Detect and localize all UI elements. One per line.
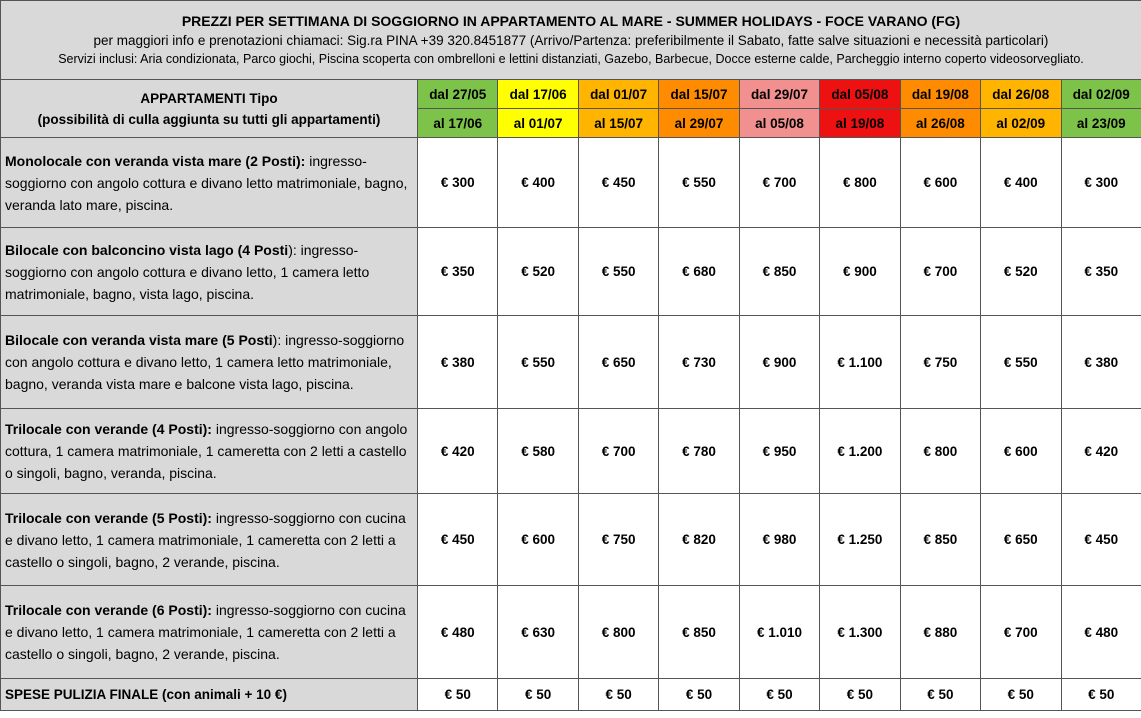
period-from-row — [1, 80, 1141, 109]
price-cell: € 350 — [418, 228, 498, 316]
apartment-row — [1, 494, 1141, 586]
banner-row — [1, 1, 1141, 80]
price-cell: € 550 — [659, 138, 739, 228]
price-cell: € 520 — [981, 228, 1061, 316]
period-end-cell: al 15/07 — [578, 109, 658, 138]
period-start-cell: dal 15/07 — [659, 80, 739, 109]
period-end-cell: al 19/08 — [820, 109, 900, 138]
price-cell: € 680 — [659, 228, 739, 316]
services-line: Servizi inclusi: Aria condizionata, Parco giochi, Piscina scoperta con ombrelloni e lettini distanziati, Gazebo, Barbecue, Docce esterne calde, Parcheggio interno coperto videosorvegliato. — [58, 52, 1084, 66]
apartment-row — [1, 316, 1141, 409]
apartment-row — [1, 228, 1141, 316]
period-start-cell: dal 27/05 — [418, 80, 498, 109]
cleaning-fee-label: SPESE PULIZIA FINALE (con animali + 10 €) — [1, 679, 418, 711]
period-start-cell: dal 19/08 — [900, 80, 980, 109]
price-cell: € 750 — [900, 316, 980, 409]
price-cell: € 750 — [578, 494, 658, 586]
price-cell: € 650 — [981, 494, 1061, 586]
price-cell: € 1.250 — [820, 494, 900, 586]
period-end-cell: al 29/07 — [659, 109, 739, 138]
price-cell: € 600 — [981, 409, 1061, 494]
apartment-name: Bilocale con balconcino vista lago (4 Posti — [5, 241, 289, 258]
apartment-name: Bilocale con veranda vista mare (5 Posti — [5, 332, 273, 348]
apartment-row — [1, 586, 1141, 679]
price-cell: € 420 — [418, 409, 498, 494]
banner-cell — [1, 1, 1141, 80]
price-cell: € 850 — [900, 494, 980, 586]
apartment-name: Trilocale con verande (6 Posti): — [5, 602, 212, 618]
price-cell: € 450 — [418, 494, 498, 586]
apartment-details: ingresso-soggiorno con angolo cottura e divano letto matrimoniale, bagno, veranda lato mare, piscina. — [5, 152, 408, 213]
price-cell: € 400 — [981, 138, 1061, 228]
apartment-name: Trilocale con verande (4 Posti): — [5, 421, 212, 437]
cleaning-fee-cell: € 50 — [1061, 679, 1141, 711]
price-cell: € 700 — [578, 409, 658, 494]
apartment-description-cell — [1, 409, 418, 494]
apartment-details: ingresso-soggiorno con cucina e divano letto, 1 camera matrimoniale, 1 cameretta con 2 letti a castello o singoli, bagno, 2 verande, piscina. — [5, 602, 406, 662]
price-cell: € 380 — [418, 316, 498, 409]
apartment-details: ingresso-soggiorno con cucina e divano letto, 1 camera matrimoniale, 1 cameretta con 2 letti a castello o singoli, bagno, 2 verande, piscina. — [5, 509, 406, 570]
price-cell: € 550 — [578, 228, 658, 316]
price-cell: € 1.300 — [820, 586, 900, 679]
apartment-description-cell — [1, 138, 418, 228]
price-cell: € 980 — [739, 494, 819, 586]
price-cell: € 880 — [900, 586, 980, 679]
apartment-name: Trilocale con verande (5 Posti): — [5, 509, 212, 526]
sheet-title: PREZZI PER SETTIMANA DI SOGGIORNO IN APPARTAMENTO AL MARE - SUMMER HOLIDAYS - FOCE VARANO (FG) — [181, 13, 961, 29]
price-cell: € 700 — [900, 228, 980, 316]
cleaning-fee-cell: € 50 — [739, 679, 819, 711]
period-end-cell: al 05/08 — [739, 109, 819, 138]
apartment-description-cell — [1, 494, 418, 586]
apartments-header-cell — [1, 80, 418, 138]
cleaning-fee-cell: € 50 — [498, 679, 578, 711]
cleaning-fee-cell: € 50 — [981, 679, 1061, 711]
cleaning-fee-cell: € 50 — [820, 679, 900, 711]
apartment-name: Monolocale con veranda vista mare (2 Posti): — [5, 152, 306, 169]
price-cell: € 800 — [578, 586, 658, 679]
price-cell: € 400 — [498, 138, 578, 228]
price-cell: € 550 — [498, 316, 578, 409]
cleaning-fee-cell: € 50 — [900, 679, 980, 711]
apartments-header-label: APPARTAMENTI Tipo — [140, 90, 278, 106]
price-cell: € 820 — [659, 494, 739, 586]
apartment-details: ): ingresso-soggiorno con angolo cottura e divano letto, 1 camera letto matrimoniale, bagno, vista lago, piscina. — [5, 241, 370, 302]
price-cell: € 1.200 — [820, 409, 900, 494]
period-start-cell: dal 26/08 — [981, 80, 1061, 109]
cleaning-fee-row — [1, 679, 1141, 711]
price-cell: € 900 — [739, 316, 819, 409]
price-cell: € 800 — [820, 138, 900, 228]
price-cell: € 450 — [1061, 494, 1141, 586]
apartment-row — [1, 409, 1141, 494]
period-start-cell: dal 05/08 — [820, 80, 900, 109]
period-end-cell: al 17/06 — [418, 109, 498, 138]
price-cell: € 420 — [1061, 409, 1141, 494]
price-cell: € 450 — [578, 138, 658, 228]
period-end-cell: al 26/08 — [900, 109, 980, 138]
price-cell: € 630 — [498, 586, 578, 679]
price-cell: € 850 — [739, 228, 819, 316]
period-start-cell: dal 17/06 — [498, 80, 578, 109]
price-cell: € 480 — [1061, 586, 1141, 679]
price-cell: € 380 — [1061, 316, 1141, 409]
contact-line: per maggiori info e prenotazioni chiamaci: Sig.ra PINA +39 320.8451877 (Arrivo/Partenza: preferibilmente il Sabato, fatte salve situazioni e necessità particolari) — [93, 33, 1049, 48]
price-cell: € 350 — [1061, 228, 1141, 316]
price-cell: € 730 — [659, 316, 739, 409]
period-end-cell: al 01/07 — [498, 109, 578, 138]
crib-note: (possibilità di culla aggiunta su tutti gli appartamenti) — [37, 111, 381, 127]
period-start-cell: dal 29/07 — [739, 80, 819, 109]
price-cell: € 1.010 — [739, 586, 819, 679]
cleaning-fee-cell: € 50 — [578, 679, 658, 711]
price-cell: € 850 — [659, 586, 739, 679]
price-cell: € 900 — [820, 228, 900, 316]
price-cell: € 300 — [418, 138, 498, 228]
price-cell: € 520 — [498, 228, 578, 316]
cleaning-fee-cell: € 50 — [659, 679, 739, 711]
apartment-details: ingresso-soggiorno con angolo cottura, 1 camera matrimoniale, 1 cameretta con 2 letti a castello o singoli, bagno, veranda, piscina. — [5, 421, 408, 481]
period-start-cell: dal 01/07 — [578, 80, 658, 109]
price-cell: € 300 — [1061, 138, 1141, 228]
apartment-description-cell — [1, 586, 418, 679]
apartment-description-cell — [1, 228, 418, 316]
apartment-row — [1, 138, 1141, 228]
cleaning-fee-cell: € 50 — [418, 679, 498, 711]
price-cell: € 1.100 — [820, 316, 900, 409]
period-start-cell: dal 02/09 — [1061, 80, 1141, 109]
price-cell: € 700 — [981, 586, 1061, 679]
period-end-cell: al 02/09 — [981, 109, 1061, 138]
price-cell: € 800 — [900, 409, 980, 494]
price-cell: € 600 — [900, 138, 980, 228]
price-cell: € 780 — [659, 409, 739, 494]
price-cell: € 480 — [418, 586, 498, 679]
price-cell: € 700 — [739, 138, 819, 228]
apartment-details: ): ingresso-soggiorno con angolo cottura e divano letto, 1 camera letto matrimoniale, bagno, veranda vista mare e balcone vista lago, piscina. — [5, 332, 405, 392]
price-cell: € 650 — [578, 316, 658, 409]
price-cell: € 580 — [498, 409, 578, 494]
price-cell: € 950 — [739, 409, 819, 494]
price-cell: € 550 — [981, 316, 1061, 409]
period-end-cell: al 23/09 — [1061, 109, 1141, 138]
apartment-description-cell — [1, 316, 418, 409]
price-cell: € 600 — [498, 494, 578, 586]
